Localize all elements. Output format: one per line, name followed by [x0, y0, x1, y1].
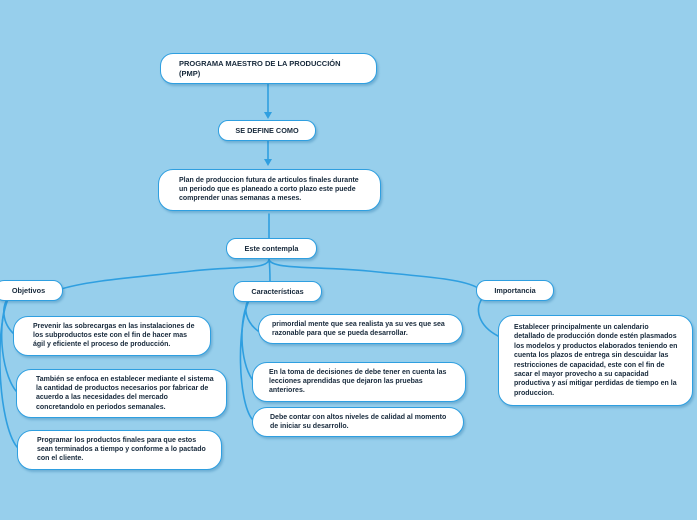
node-se-define-como[interactable]: SE DEFINE COMO	[218, 120, 316, 141]
node-definition[interactable]: Plan de produccion futura de articulos finales durante un periodo que es planeado a corto plazo este puede comprender unas semanas a meses.	[158, 169, 381, 211]
node-root[interactable]: PROGRAMA MAESTRO DE LA PRODUCCIÓN (PMP)	[160, 53, 377, 84]
caracteristicas-item-2[interactable]: En la toma de decisiones de debe tener en cuenta las lecciones aprendidas que dejaron las pruebas anteriores.	[252, 362, 466, 402]
node-importancia[interactable]: Importancia	[476, 280, 554, 301]
edge-caracteristicas-item2	[242, 298, 252, 379]
node-objetivos[interactable]: Objetivos	[0, 280, 63, 301]
edge-contempla-caracteristicas	[269, 259, 270, 282]
objetivos-item-2[interactable]: También se enfoca en establecer mediante el sistema la cantidad de productos necesarios por fabricar de acuerdo a las necesidades del mercado concretandolo en periodos semanales.	[16, 369, 227, 418]
caracteristicas-item-1[interactable]: primordial mente que sea realista ya su ves que sea razonable para que se pueda desarrollar.	[258, 314, 463, 344]
objetivos-item-3[interactable]: Programar los productos finales para que estos sean terminados a tiempo y conforme a lo pactado con el cliente.	[17, 430, 222, 470]
objetivos-item-1[interactable]: Prevenir las sobrecargas en las instalaciones de los subproductos este con el fin de hacer mas ágil y eficiente el proceso de producción.	[13, 316, 211, 356]
edge-importancia-item1	[479, 296, 498, 336]
arrowhead-definition	[264, 159, 272, 166]
caracteristicas-item-3[interactable]: Debe contar con altos niveles de calidad al momento de iniciar su desarrollo.	[252, 407, 464, 437]
arrowhead-define	[264, 112, 272, 119]
importancia-item-1[interactable]: Establecer principalmente un calendario detallado de producción donde estén plasmados los modelos y productos elaborados teniendo en cuenta los plazos de entrega sin descuidar las restricciones de capacidad, este con el fin de sacar el mayor provecho a su capacidad productiva y así mitigar perdidas de tiempo en la produccion.	[498, 315, 693, 406]
node-caracteristicas[interactable]: Características	[233, 281, 322, 302]
node-este-contempla[interactable]: Este contempla	[226, 238, 317, 259]
edge-objetivos-item3	[0, 297, 17, 447]
